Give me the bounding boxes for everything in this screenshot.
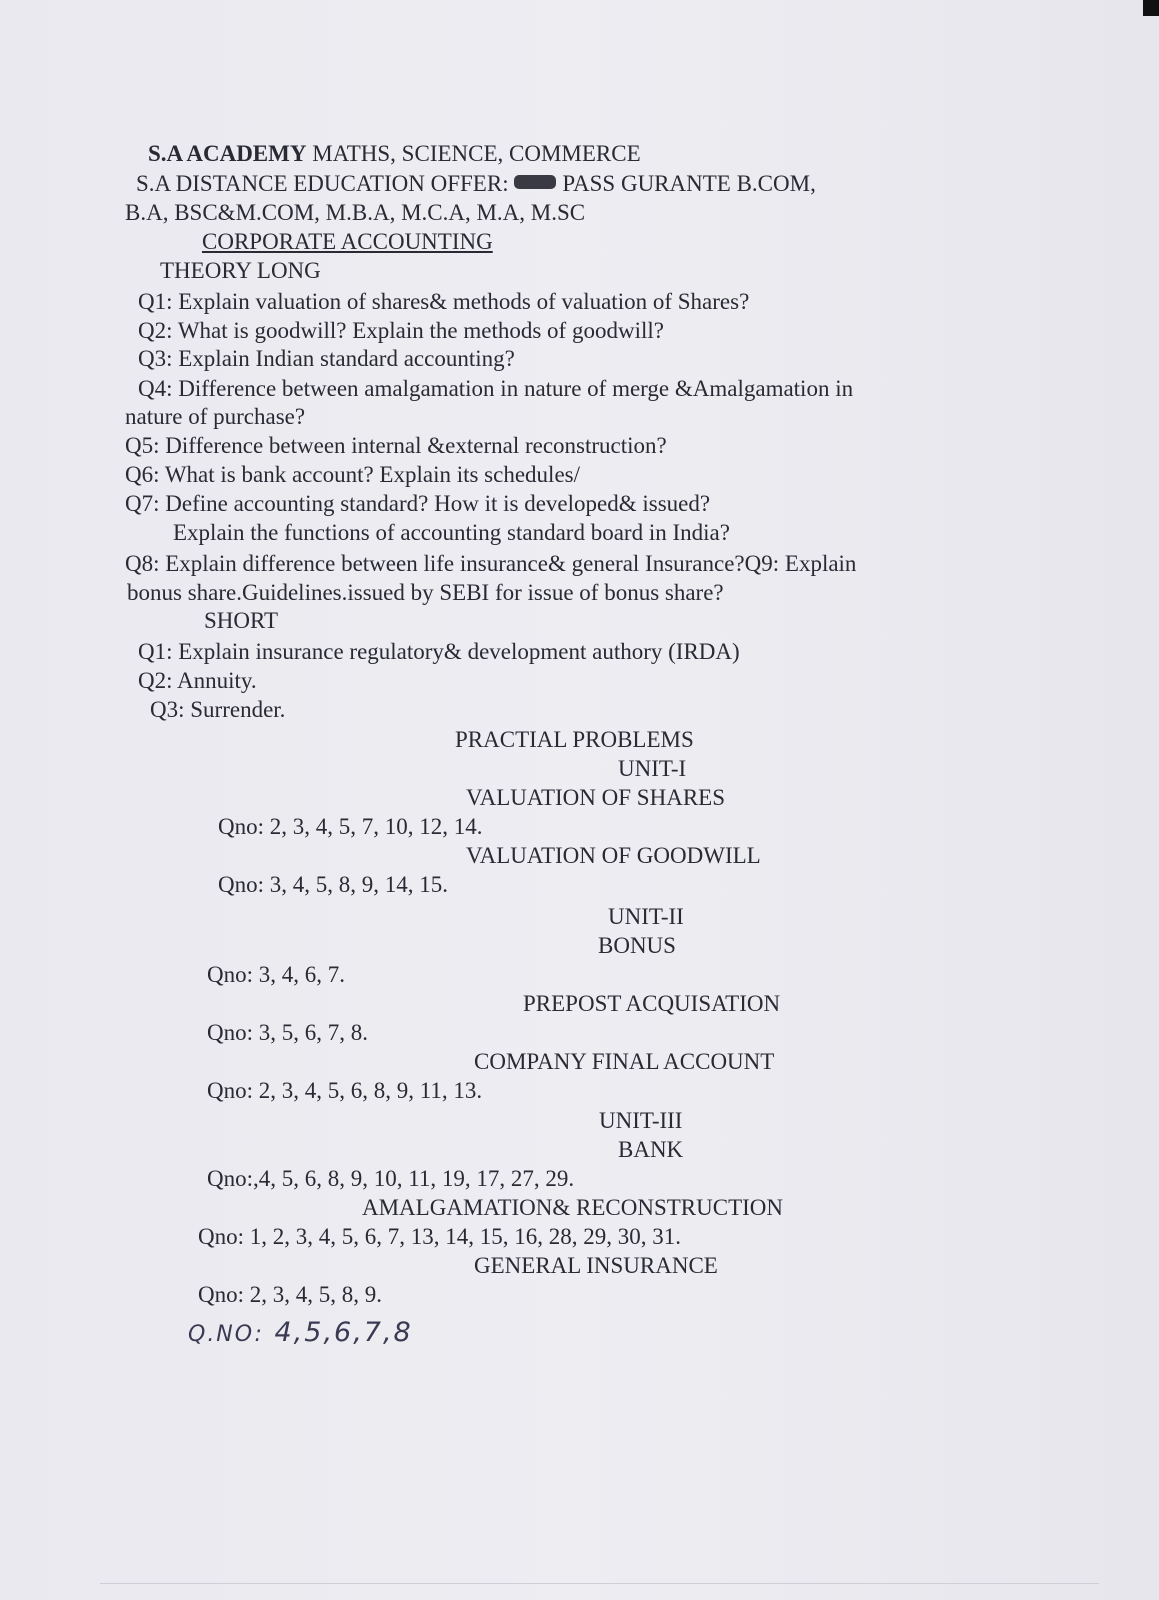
scan-edge-mark bbox=[1143, 0, 1159, 16]
offer-line-2: B.A, BSC&M.COM, M.B.A, M.C.A, M.A, M.SC bbox=[125, 200, 586, 225]
shares-title: VALUATION OF SHARES bbox=[466, 785, 725, 810]
offer-text-pre: S.A DISTANCE EDUCATION OFFER: bbox=[136, 171, 509, 196]
redaction-mark bbox=[514, 175, 556, 189]
theory-line-q9-cont: bonus share.Guidelines.issued by SEBI for issue of bonus share? bbox=[127, 580, 724, 605]
general-insurance-qno: Qno: 2, 3, 4, 5, 8, 9. bbox=[198, 1282, 382, 1307]
short-line-q3: Q3: Surrender. bbox=[150, 697, 286, 722]
short-line-q2: Q2: Annuity. bbox=[138, 668, 257, 693]
unit-3-label: UNIT-III bbox=[599, 1108, 683, 1133]
theory-line-q6: Q6: What is bank account? Explain its schedules/ bbox=[125, 462, 580, 487]
academy-subjects: MATHS, SCIENCE, COMMERCE bbox=[312, 141, 641, 166]
theory-line-q8-q9: Q8: Explain difference between life insurance& general Insurance?Q9: Explain bbox=[125, 551, 857, 576]
theory-line-q4-cont: nature of purchase? bbox=[125, 404, 306, 429]
handwritten-numbers: 4,5,6,7,8 bbox=[274, 1317, 413, 1348]
offer-line-1 bbox=[136, 170, 816, 198]
theory-line-q7: Q7: Define accounting standard? How it is developed& issued? bbox=[125, 491, 711, 516]
handwritten-label: Q.NO: bbox=[188, 1322, 264, 1347]
theory-long-heading: THEORY LONG bbox=[160, 258, 321, 283]
goodwill-qno: Qno: 3, 4, 5, 8, 9, 14, 15. bbox=[218, 872, 448, 897]
short-heading: SHORT bbox=[204, 608, 279, 633]
bank-title: BANK bbox=[618, 1137, 684, 1162]
final-account-title: COMPANY FINAL ACCOUNT bbox=[474, 1049, 775, 1074]
offer-text-post: PASS GURANTE B.COM, bbox=[562, 171, 816, 196]
bonus-title: BONUS bbox=[598, 933, 676, 958]
theory-line-q7-cont: Explain the functions of accounting standard board in India? bbox=[173, 520, 730, 545]
academy-header bbox=[148, 140, 641, 168]
prepost-qno: Qno: 3, 5, 6, 7, 8. bbox=[207, 1020, 368, 1045]
handwritten-note bbox=[188, 1317, 413, 1348]
final-account-qno: Qno: 2, 3, 4, 5, 6, 8, 9, 11, 13. bbox=[207, 1078, 483, 1103]
goodwill-title: VALUATION OF GOODWILL bbox=[466, 843, 761, 868]
prepost-title: PREPOST ACQUISATION bbox=[523, 991, 781, 1016]
bank-qno: Qno:,4, 5, 6, 8, 9, 10, 11, 19, 17, 27, 29. bbox=[207, 1166, 575, 1191]
theory-line-q5: Q5: Difference between internal &external reconstruction? bbox=[125, 433, 667, 458]
shares-qno: Qno: 2, 3, 4, 5, 7, 10, 12, 14. bbox=[218, 814, 483, 839]
theory-line-q4: Q4: Difference between amalgamation in nature of merge &Amalgamation in bbox=[138, 376, 854, 401]
unit-2-label: UNIT-II bbox=[608, 904, 684, 929]
page-bottom-line bbox=[100, 1583, 1099, 1584]
theory-line-q1: Q1: Explain valuation of shares& methods of valuation of Shares? bbox=[138, 289, 750, 314]
theory-line-q3: Q3: Explain Indian standard accounting? bbox=[138, 346, 515, 371]
bonus-qno: Qno: 3, 4, 6, 7. bbox=[207, 962, 345, 987]
unit-1-label: UNIT-I bbox=[618, 756, 687, 781]
subject-title: CORPORATE ACCOUNTING bbox=[202, 229, 493, 254]
practical-heading: PRACTIAL PROBLEMS bbox=[455, 727, 694, 752]
amalgamation-title: AMALGAMATION& RECONSTRUCTION bbox=[362, 1195, 784, 1220]
short-line-q1: Q1: Explain insurance regulatory& development authory (IRDA) bbox=[138, 639, 740, 664]
amalgamation-qno: Qno: 1, 2, 3, 4, 5, 6, 7, 13, 14, 15, 16, 28, 29, 30, 31. bbox=[198, 1224, 681, 1249]
general-insurance-title: GENERAL INSURANCE bbox=[474, 1253, 718, 1278]
academy-name: S.A ACADEMY bbox=[148, 141, 307, 166]
theory-line-q2: Q2: What is goodwill? Explain the methods of goodwill? bbox=[138, 318, 664, 343]
